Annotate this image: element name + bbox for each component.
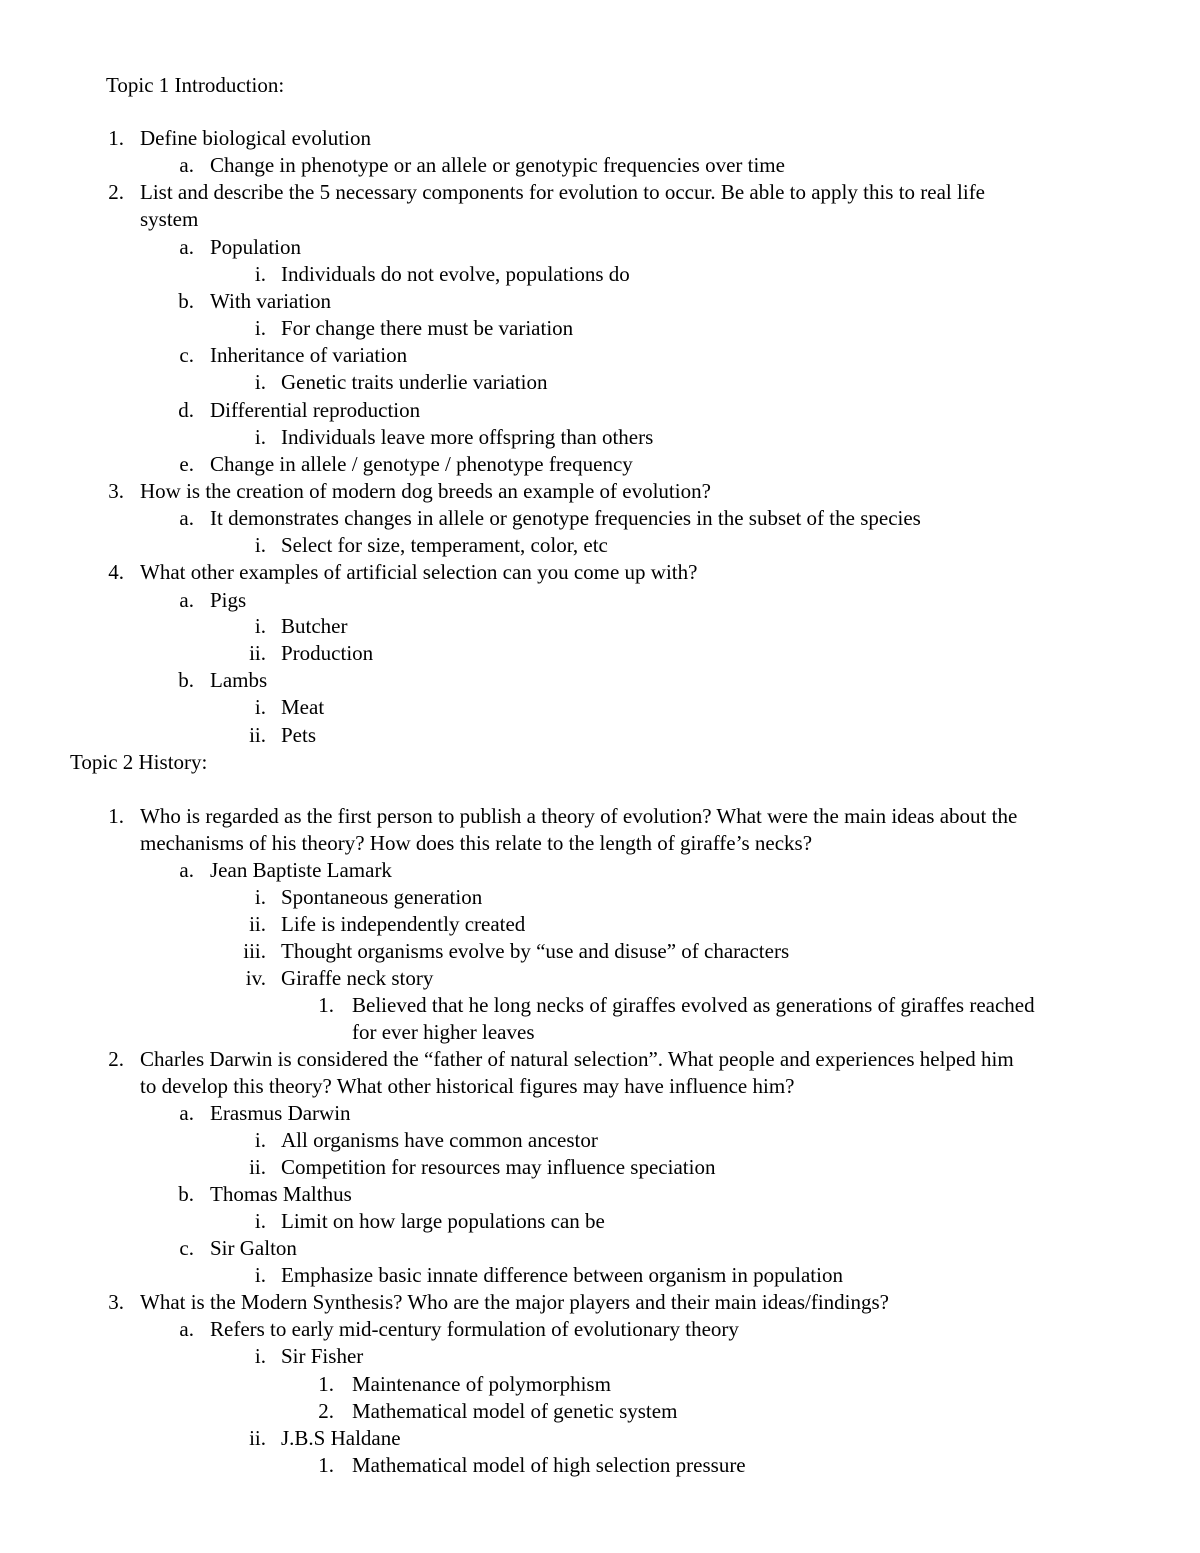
- list-marker: e.: [179, 452, 194, 476]
- list-text: Charles Darwin is considered the “father of natural selection”. What people and experiences helped him: [140, 1047, 1014, 1071]
- list-marker: b.: [178, 1182, 194, 1206]
- list-marker: 2.: [108, 180, 124, 204]
- list-item: [236, 261, 630, 288]
- list-item: [100, 1046, 1014, 1073]
- list-item: [236, 532, 608, 559]
- list-text: What is the Modern Synthesis? Who are the major players and their main ideas/findings?: [140, 1290, 889, 1314]
- list-marker: 1.: [108, 126, 124, 150]
- list-text: Refers to early mid-century formulation of evolutionary theory: [210, 1317, 739, 1341]
- list-marker: 1.: [108, 804, 124, 828]
- list-marker: i.: [254, 885, 266, 909]
- list-text: Meat: [281, 695, 325, 719]
- list-text-continuation: for ever higher leaves: [352, 1020, 535, 1044]
- list-text: Production: [281, 641, 374, 665]
- list-item: [170, 342, 407, 369]
- list-marker: i.: [254, 262, 266, 286]
- list-text-continuation: system: [140, 207, 199, 231]
- list-text: Define biological evolution: [140, 126, 371, 150]
- list-text: Lambs: [210, 668, 268, 692]
- list-text: Sir Galton: [210, 1236, 297, 1260]
- list-item: [236, 938, 789, 965]
- list-text: It demonstrates changes in allele or genotype frequencies in the subset of the species: [210, 506, 921, 530]
- list-text: Who is regarded as the first person to publish a theory of evolution? What were the main ideas about the: [140, 804, 1018, 828]
- list-text: Sir Fisher: [281, 1344, 364, 1368]
- list-marker: i.: [254, 316, 266, 340]
- list-text: Pets: [281, 723, 317, 747]
- list-marker: a.: [179, 506, 194, 530]
- list-item: [236, 884, 482, 911]
- list-text: All organisms have common ancestor: [281, 1128, 598, 1152]
- list-text: Jean Baptiste Lamark: [210, 858, 392, 882]
- list-marker: 1.: [318, 993, 334, 1017]
- list-marker: b.: [178, 668, 194, 692]
- list-marker: ii.: [249, 723, 266, 747]
- list-marker: 3.: [108, 479, 124, 503]
- list-marker: ii.: [249, 1155, 266, 1179]
- list-text: Select for size, temperament, color, etc: [281, 533, 608, 557]
- list-marker: i.: [254, 614, 266, 638]
- list-item: [310, 1398, 677, 1425]
- list-item: [100, 1289, 889, 1316]
- list-item: [236, 640, 373, 667]
- list-text: J.B.S Haldane: [281, 1426, 401, 1450]
- list-item: [236, 315, 573, 342]
- list-item: [236, 613, 347, 640]
- list-marker: a.: [179, 153, 194, 177]
- list-text-continuation: to develop this theory? What other historical figures may have influence him?: [140, 1074, 795, 1098]
- list-item: [170, 587, 246, 614]
- list-item: [236, 1127, 598, 1154]
- list-text: Emphasize basic innate difference between organism in population: [281, 1263, 843, 1287]
- list-text: With variation: [210, 289, 332, 313]
- topic-1-heading: Topic 1 Introduction:: [106, 73, 285, 97]
- list-text: Maintenance of polymorphism: [352, 1372, 611, 1396]
- list-text: Erasmus Darwin: [210, 1101, 351, 1125]
- list-text: Change in phenotype or an allele or genotypic frequencies over time: [210, 153, 785, 177]
- list-item: [100, 559, 697, 586]
- list-item: [236, 369, 547, 396]
- list-marker: 1.: [318, 1453, 334, 1477]
- list-marker: i.: [254, 1209, 266, 1233]
- list-marker: c.: [179, 1236, 194, 1260]
- list-marker: i.: [254, 370, 266, 394]
- list-text: Change in allele / genotype / phenotype frequency: [210, 452, 633, 476]
- list-marker: c.: [179, 343, 194, 367]
- list-item: [236, 965, 433, 992]
- list-item: [236, 722, 316, 749]
- list-item: [170, 152, 785, 179]
- list-text: Giraffe neck story: [281, 966, 434, 990]
- list-item: [170, 288, 331, 315]
- list-text: Inheritance of variation: [210, 343, 408, 367]
- list-item: [236, 1262, 843, 1289]
- list-marker: iv.: [245, 966, 266, 990]
- list-text: Thomas Malthus: [210, 1182, 352, 1206]
- list-marker: i.: [254, 695, 266, 719]
- list-marker: i.: [254, 425, 266, 449]
- list-marker: i.: [254, 1344, 266, 1368]
- list-item: [170, 397, 420, 424]
- list-item: [310, 1371, 611, 1398]
- list-text: Pigs: [210, 588, 247, 612]
- list-item: [236, 911, 525, 938]
- list-item: [236, 694, 324, 721]
- list-item: [170, 451, 633, 478]
- list-marker: 3.: [108, 1290, 124, 1314]
- list-item: [236, 1343, 363, 1370]
- list-text: Mathematical model of genetic system: [352, 1399, 678, 1423]
- list-item: [100, 803, 1017, 830]
- list-marker: ii.: [249, 641, 266, 665]
- list-text: Thought organisms evolve by “use and disuse” of characters: [281, 939, 790, 963]
- list-item: [310, 992, 1035, 1019]
- list-marker: 2.: [108, 1047, 124, 1071]
- list-marker: 4.: [108, 560, 124, 584]
- list-item: [100, 125, 371, 152]
- list-text: For change there must be variation: [281, 316, 574, 340]
- list-item: [310, 1452, 746, 1479]
- list-text-continuation: mechanisms of his theory? How does this relate to the length of giraffe’s necks?: [140, 831, 813, 855]
- list-text: List and describe the 5 necessary components for evolution to occur. Be able to apply this to real life: [140, 180, 986, 204]
- list-text: Butcher: [281, 614, 348, 638]
- list-marker: ii.: [249, 912, 266, 936]
- list-text: Limit on how large populations can be: [281, 1209, 605, 1233]
- list-text: Believed that he long necks of giraffes evolved as generations of giraffes reached: [352, 993, 1035, 1017]
- list-item: [170, 1100, 351, 1127]
- list-item: [170, 1316, 739, 1343]
- list-text: What other examples of artificial selection can you come up with?: [140, 560, 698, 584]
- list-text: Life is independently created: [281, 912, 526, 936]
- list-item: [236, 1208, 605, 1235]
- list-marker: a.: [179, 588, 194, 612]
- list-marker: i.: [254, 1128, 266, 1152]
- list-item: [236, 1154, 715, 1181]
- list-marker: a.: [179, 1317, 194, 1341]
- list-marker: i.: [254, 533, 266, 557]
- list-item: [170, 234, 301, 261]
- list-text: Individuals do not evolve, populations do: [281, 262, 630, 286]
- list-marker: b.: [178, 289, 194, 313]
- list-text: Individuals leave more offspring than others: [281, 425, 654, 449]
- list-marker: d.: [178, 398, 194, 422]
- list-text: Mathematical model of high selection pressure: [352, 1453, 746, 1477]
- list-text: Differential reproduction: [210, 398, 421, 422]
- list-marker: 2.: [318, 1399, 334, 1423]
- list-marker: a.: [179, 235, 194, 259]
- list-text: How is the creation of modern dog breeds an example of evolution?: [140, 479, 711, 503]
- list-item: [100, 478, 711, 505]
- topic-2-heading: Topic 2 History:: [70, 750, 208, 774]
- list-text: Competition for resources may influence speciation: [281, 1155, 716, 1179]
- list-marker: ii.: [249, 1426, 266, 1450]
- list-item: [236, 1425, 401, 1452]
- list-marker: i.: [254, 1263, 266, 1287]
- list-item: [170, 1181, 352, 1208]
- list-item: [170, 1235, 297, 1262]
- list-marker: iii.: [243, 939, 266, 963]
- list-item: [100, 179, 985, 206]
- list-item: [170, 857, 392, 884]
- list-marker: a.: [179, 858, 194, 882]
- list-item: [170, 505, 921, 532]
- list-item: [236, 424, 653, 451]
- list-text: Genetic traits underlie variation: [281, 370, 548, 394]
- list-marker: a.: [179, 1101, 194, 1125]
- list-text: Population: [210, 235, 302, 259]
- list-text: Spontaneous generation: [281, 885, 483, 909]
- list-item: [170, 667, 267, 694]
- list-marker: 1.: [318, 1372, 334, 1396]
